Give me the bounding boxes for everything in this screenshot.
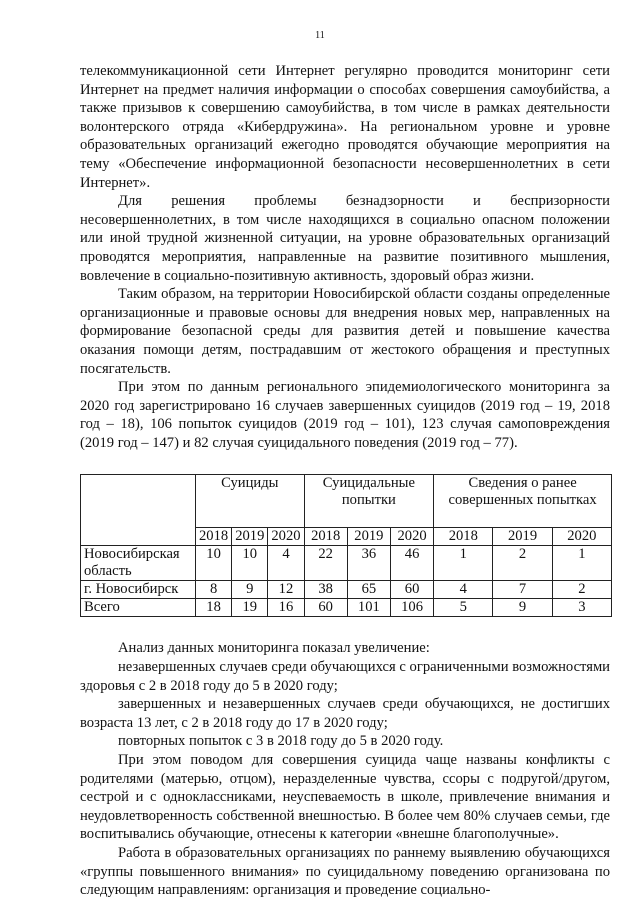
table-corner-cell [81, 475, 196, 546]
paragraph: Анализ данных мониторинга показал увеличение: [118, 640, 430, 657]
paragraph: Работа в образовательных организациях по раннему выявлению обучающихся «группы повышенного внимания» по суицидальному поведению организована по следующим направлениям: организация и проведение социально- [80, 845, 610, 899]
table-cell: 10 [232, 546, 268, 581]
table-year-header: 2019 [232, 528, 268, 546]
table-cell: 60 [390, 581, 433, 599]
table-cell: 9 [232, 581, 268, 599]
table-cell: 65 [347, 581, 390, 599]
paragraph: Для решения проблемы безнадзорности и беспризорности несовершеннолетних, в том числе находящихся в социально опасном положении или иной трудной жизненной ситуации, на уровне образовательных организаций проводятся мероприятия, направленные на развитие позитивного мышления, вовлечение в социально-позитивную активность, здоровый образ жизни. [80, 193, 610, 284]
table-year-header: 2020 [268, 528, 304, 546]
table-cell: 101 [347, 599, 390, 617]
statistics-table [80, 474, 612, 617]
table-cell: 22 [304, 546, 347, 581]
list-item: незавершенных случаев среди обучающихся с ограниченными возможностями здоровья с 2 в 2018 году до 5 в 2020 году; [80, 659, 610, 694]
paragraph: Таким образом, на территории Новосибирской области созданы определенные организационные и правовые основы для внедрения новых мер, направленных на формирование безопасной среды для развития детей и повышение качества оказания помощи детям, пострадавшим от жестокого обращения и преступных посягательств. [80, 286, 610, 377]
table-cell: 1 [552, 546, 611, 581]
table-year-header: 2018 [304, 528, 347, 546]
table-cell: 60 [304, 599, 347, 617]
table-cell: 2 [552, 581, 611, 599]
paragraph: телекоммуникационной сети Интернет регулярно проводится мониторинг сети Интернет на предмет наличия информации о способах совершения самоубийства, а также призывов к совершению самоубийства, в том числе в рамках деятельности волонтерского отряда «Кибердружина». На региональном уровне и уровне образовательных организаций ежегодно проводятся обучающие мероприятия на тему «Обеспечение информационной безопасности несовершеннолетних в сети Интернет». [80, 63, 610, 191]
table-cell: 16 [268, 599, 304, 617]
table-cell: 2 [493, 546, 552, 581]
table-row-label: г. Новосибирск [81, 581, 196, 599]
table-row-label: Новосибирская область [81, 546, 196, 581]
table-cell: 1 [434, 546, 493, 581]
table-year-header: 2019 [347, 528, 390, 546]
list-item: повторных попыток с 3 в 2018 году до 5 в 2020 году. [118, 733, 444, 750]
table-cell: 36 [347, 546, 390, 581]
table-cell: 10 [196, 546, 232, 581]
table-group-header: Суицидальные попытки [304, 475, 434, 528]
table-cell: 3 [552, 599, 611, 617]
table-year-header: 2019 [493, 528, 552, 546]
table-row [81, 599, 612, 617]
table-year-header: 2020 [390, 528, 433, 546]
table-group-header: Суициды [196, 475, 305, 528]
table-cell: 5 [434, 599, 493, 617]
table-row [81, 546, 612, 581]
table-group-header: Сведения о ранее совершенных попытках [434, 475, 612, 528]
table-year-header: 2018 [196, 528, 232, 546]
table-cell: 18 [196, 599, 232, 617]
table-cell: 7 [493, 581, 552, 599]
table-row [81, 581, 612, 599]
list-item: завершенных и незавершенных случаев среди обучающихся, не достигших возраста 13 лет, с 2 в 2018 году до 17 в 2020 году; [80, 696, 610, 731]
table-cell: 8 [196, 581, 232, 599]
paragraph: При этом по данным регионального эпидемиологического мониторинга за 2020 год зарегистрировано 16 случаев завершенных суицидов (2019 год – 19, 2018 год – 18), 106 попыток суицидов (2019 год – 101), 123 случая самоповреждения (2019 год – 147) и 82 случая суицидального поведения (2019 год – 77). [80, 379, 610, 451]
paragraph: При этом поводом для совершения суицида чаще названы конфликты с родителями (матерью, отцом), неразделенные чувства, ссоры с подругой/другом, сестрой и с одноклассниками, неуспеваемость в школе, привлечение внимания и неудовлетворенность собственной внешностью. В более чем 80% случаев семьи, где воспитывались обучающие, отнесены к категории «внешне благополучные». [80, 752, 610, 843]
table-header-row [81, 475, 612, 528]
document-body [80, 62, 610, 900]
table-row-label: Всего [81, 599, 196, 617]
table-cell: 4 [434, 581, 493, 599]
table-cell: 19 [232, 599, 268, 617]
table-year-header: 2020 [552, 528, 611, 546]
table-year-header: 2018 [434, 528, 493, 546]
table-cell: 46 [390, 546, 433, 581]
table-cell: 106 [390, 599, 433, 617]
table-cell: 4 [268, 546, 304, 581]
page-number: 11 [315, 30, 325, 41]
table-cell: 38 [304, 581, 347, 599]
table-cell: 9 [493, 599, 552, 617]
table-cell: 12 [268, 581, 304, 599]
